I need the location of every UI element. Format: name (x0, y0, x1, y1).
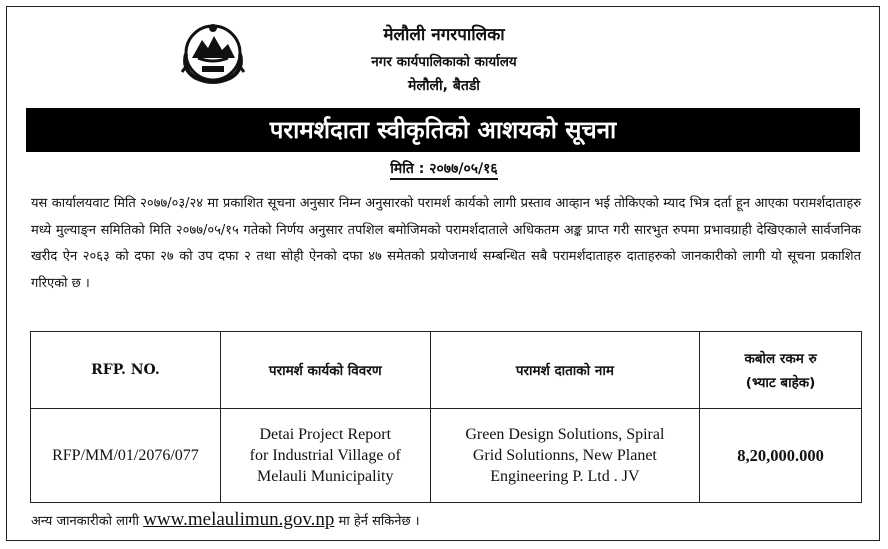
description-line: Detai Project Report (259, 426, 392, 443)
header-consultant-name: परामर्श दाताको नाम (430, 332, 700, 409)
cell-work-description (220, 409, 430, 503)
notice-body: यस कार्यालयवाट मिति २०७७/०३/२४ मा प्रकाशित सूचना अनुसार निम्न अनुसारको परामर्श कार्यको लागी प्रस्ताव आव्हान भई तोकिएको म्याद भित्र दर्ता हून आएका परामर्शदाताहरु मध्ये मुल्याङ्न समितिको मिति २०७७/०५/१५ गतेको निर्णय अनुसार तपशिल बमोजिमको परामर्शदाताले अधिकतम अङ्क प्राप्त गरी सारभुत रुपमा प्रभावग्राही देखिएकाले सार्वजनिक खरीद ऐन २०६३ को दफा २७ को उप दफा २ तथा सोही ऐनको दफा ४७ समेतको प्रयोजनार्थ सम्बन्धित सबै परामर्शदाताहरु दाताहरुको जानकारीको लागी यो सूचना प्रकाशित गरिएको छ । (31, 196, 861, 291)
header-work-description: परामर्श कार्यको विवरण (220, 332, 430, 409)
cell-consultant-name (430, 409, 700, 503)
office-name: नगर कार्यपालिकाको कार्यालय (371, 54, 517, 70)
header-bid-amount-line1: कबोल रकम रु (744, 351, 817, 367)
header-bid-amount (700, 332, 862, 409)
notice-title-banner: परामर्शदाता स्वीकृतिको आशयको सूचना (26, 108, 860, 152)
table-row (31, 409, 862, 503)
description-line: for Industrial Village of (249, 447, 401, 464)
office-location: मेलौली, बैतडी (408, 78, 480, 94)
municipality-name: मेलौली नगरपालिका (383, 25, 505, 45)
notice-date-text: मिति : २०७७/०५/१६ (390, 161, 497, 180)
consultant-line: Grid Solutionns, New Planet (472, 447, 657, 464)
header-bid-amount-line2: (भ्याट बाहेक) (745, 375, 816, 391)
footer-prefix: अन्य जानकारीको लागी (31, 514, 140, 529)
cell-bid-amount: 8,20,000.000 (700, 409, 862, 503)
footer-suffix: मा हेर्न सकिनेछ । (338, 514, 420, 529)
description-line: Melauli Municipality (257, 468, 394, 485)
header-rfp-no: RFP. NO. (31, 332, 221, 409)
notice-date (0, 159, 888, 178)
table-header-row (31, 332, 862, 409)
consultant-line: Green Design Solutions, Spiral (465, 426, 665, 443)
cell-rfp-no: RFP/MM/01/2076/077 (31, 409, 221, 503)
footer-note (31, 509, 420, 531)
website-link[interactable]: www.melaulimun.gov.np (143, 509, 335, 530)
award-table (30, 331, 862, 503)
consultant-line: Engineering P. Ltd . JV (490, 468, 640, 485)
